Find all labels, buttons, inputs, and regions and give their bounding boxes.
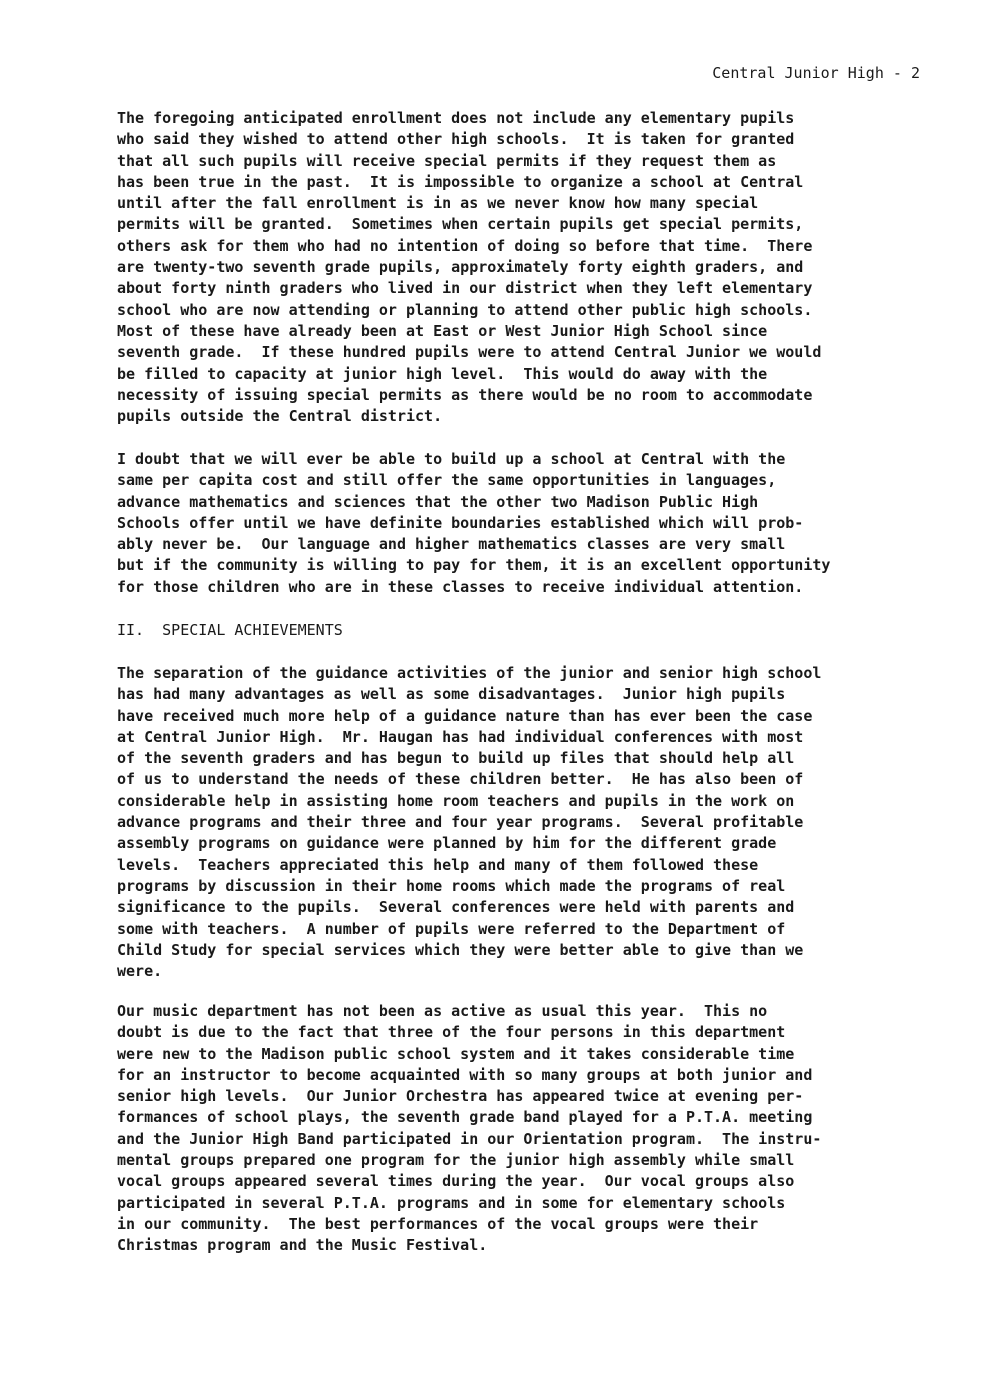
text-line: others ask for them who had no intention of doing so before that time. There <box>117 236 813 255</box>
text-line: school who are now attending or planning to attend other public high schools. <box>117 300 813 319</box>
text-line: in our community. The best performances of the vocal groups were their <box>117 1214 759 1233</box>
running-header: Central Junior High - 2 <box>712 64 920 82</box>
text-line: significance to the pupils. Several conferences were held with parents and <box>117 898 795 917</box>
text-line: levels. Teachers appreciated this help and many of them followed these <box>117 855 759 874</box>
text-line: doubt is due to the fact that three of the four persons in this department <box>117 1023 786 1042</box>
text-line: and the Junior High Band participated in our Orientation program. The instru- <box>117 1129 822 1148</box>
text-line: necessity of issuing special permits as there would be no room to accommodate <box>117 385 813 404</box>
text-line: were. <box>117 962 163 981</box>
text-line: of us to understand the needs of these children better. He has also been of <box>117 770 804 789</box>
text-line: has been true in the past. It is impossible to organize a school at Central <box>117 172 804 191</box>
text-line: about forty ninth graders who lived in our district when they left elementary <box>117 279 813 298</box>
text-line: of the seventh graders and has begun to build up files that should help all <box>117 749 795 768</box>
text-line: have received much more help of a guidance nature than has ever been the case <box>117 706 813 725</box>
text-line: until after the fall enrollment is in as we never know how many special <box>117 194 759 213</box>
text-line: ably never be. Our language and higher mathematics classes are very small <box>117 535 786 554</box>
paragraph-music-department <box>117 1001 957 1257</box>
text-line: Child Study for special services which they were better able to give than we <box>117 940 804 959</box>
text-line: assembly programs on guidance were planned by him for the different grade <box>117 834 777 853</box>
text-line: programs by discussion in their home rooms which made the programs of real <box>117 876 786 895</box>
text-line: Christmas program and the Music Festival. <box>117 1236 488 1255</box>
paragraph-per-capita-cost <box>117 449 957 598</box>
text-line: pupils outside the Central district. <box>117 407 443 426</box>
text-line: were new to the Madison public school system and it takes considerable time <box>117 1044 795 1063</box>
text-line: but if the community is willing to pay for them, it is an excellent opportunity <box>117 556 831 575</box>
text-line: The foregoing anticipated enrollment does not include any elementary pupils <box>117 109 795 127</box>
text-line: advance programs and their three and four year programs. Several profitable <box>117 813 804 832</box>
text-line: Our music department has not been as active as usual this year. This no <box>117 1002 768 1020</box>
text-line: who said they wished to attend other high schools. It is taken for granted <box>117 130 795 149</box>
text-line: same per capita cost and still offer the same opportunities in languages, <box>117 471 777 490</box>
text-line: for an instructor to become acquainted with so many groups at both junior and <box>117 1065 813 1084</box>
text-line: considerable help in assisting home room teachers and pupils in the work on <box>117 791 795 810</box>
text-line: seventh grade. If these hundred pupils were to attend Central Junior we would <box>117 343 822 362</box>
text-line: The separation of the guidance activities of the junior and senior high school <box>117 664 822 682</box>
text-line: Schools offer until we have definite boundaries established which will prob- <box>117 513 804 532</box>
text-line: at Central Junior High. Mr. Haugan has had individual conferences with most <box>117 727 804 746</box>
text-line: advance mathematics and sciences that the other two Madison Public High <box>117 492 759 511</box>
text-line: permits will be granted. Sometimes when certain pupils get special permits, <box>117 215 804 234</box>
text-line: senior high levels. Our Junior Orchestra has appeared twice at evening per- <box>117 1087 804 1106</box>
section-heading <box>117 620 343 641</box>
section-title: SPECIAL ACHIEVEMENTS <box>162 621 343 639</box>
text-line: for those children who are in these classes to receive individual attention. <box>117 577 804 596</box>
text-line: formances of school plays, the seventh grade band played for a P.T.A. meeting <box>117 1108 813 1127</box>
section-number: II. <box>117 621 145 639</box>
text-line: has had many advantages as well as some disadvantages. Junior high pupils <box>117 685 786 704</box>
text-line: Most of these have already been at East or West Junior High School since <box>117 321 768 340</box>
text-line: I doubt that we will ever be able to build up a school at Central with the <box>117 450 786 468</box>
paragraph-guidance <box>117 663 957 982</box>
paragraph-enrollment <box>117 108 957 427</box>
text-line: participated in several P.T.A. programs and in some for elementary schools <box>117 1193 786 1212</box>
text-line: vocal groups appeared several times during the year. Our vocal groups also <box>117 1172 795 1191</box>
text-line: be filled to capacity at junior high level. This would do away with the <box>117 364 768 383</box>
text-line: are twenty-two seventh grade pupils, approximately forty eighth graders, and <box>117 258 804 277</box>
text-line: some with teachers. A number of pupils were referred to the Department of <box>117 919 786 938</box>
text-line: that all such pupils will receive special permits if they request them as <box>117 151 777 170</box>
text-line: mental groups prepared one program for the junior high assembly while small <box>117 1151 795 1170</box>
